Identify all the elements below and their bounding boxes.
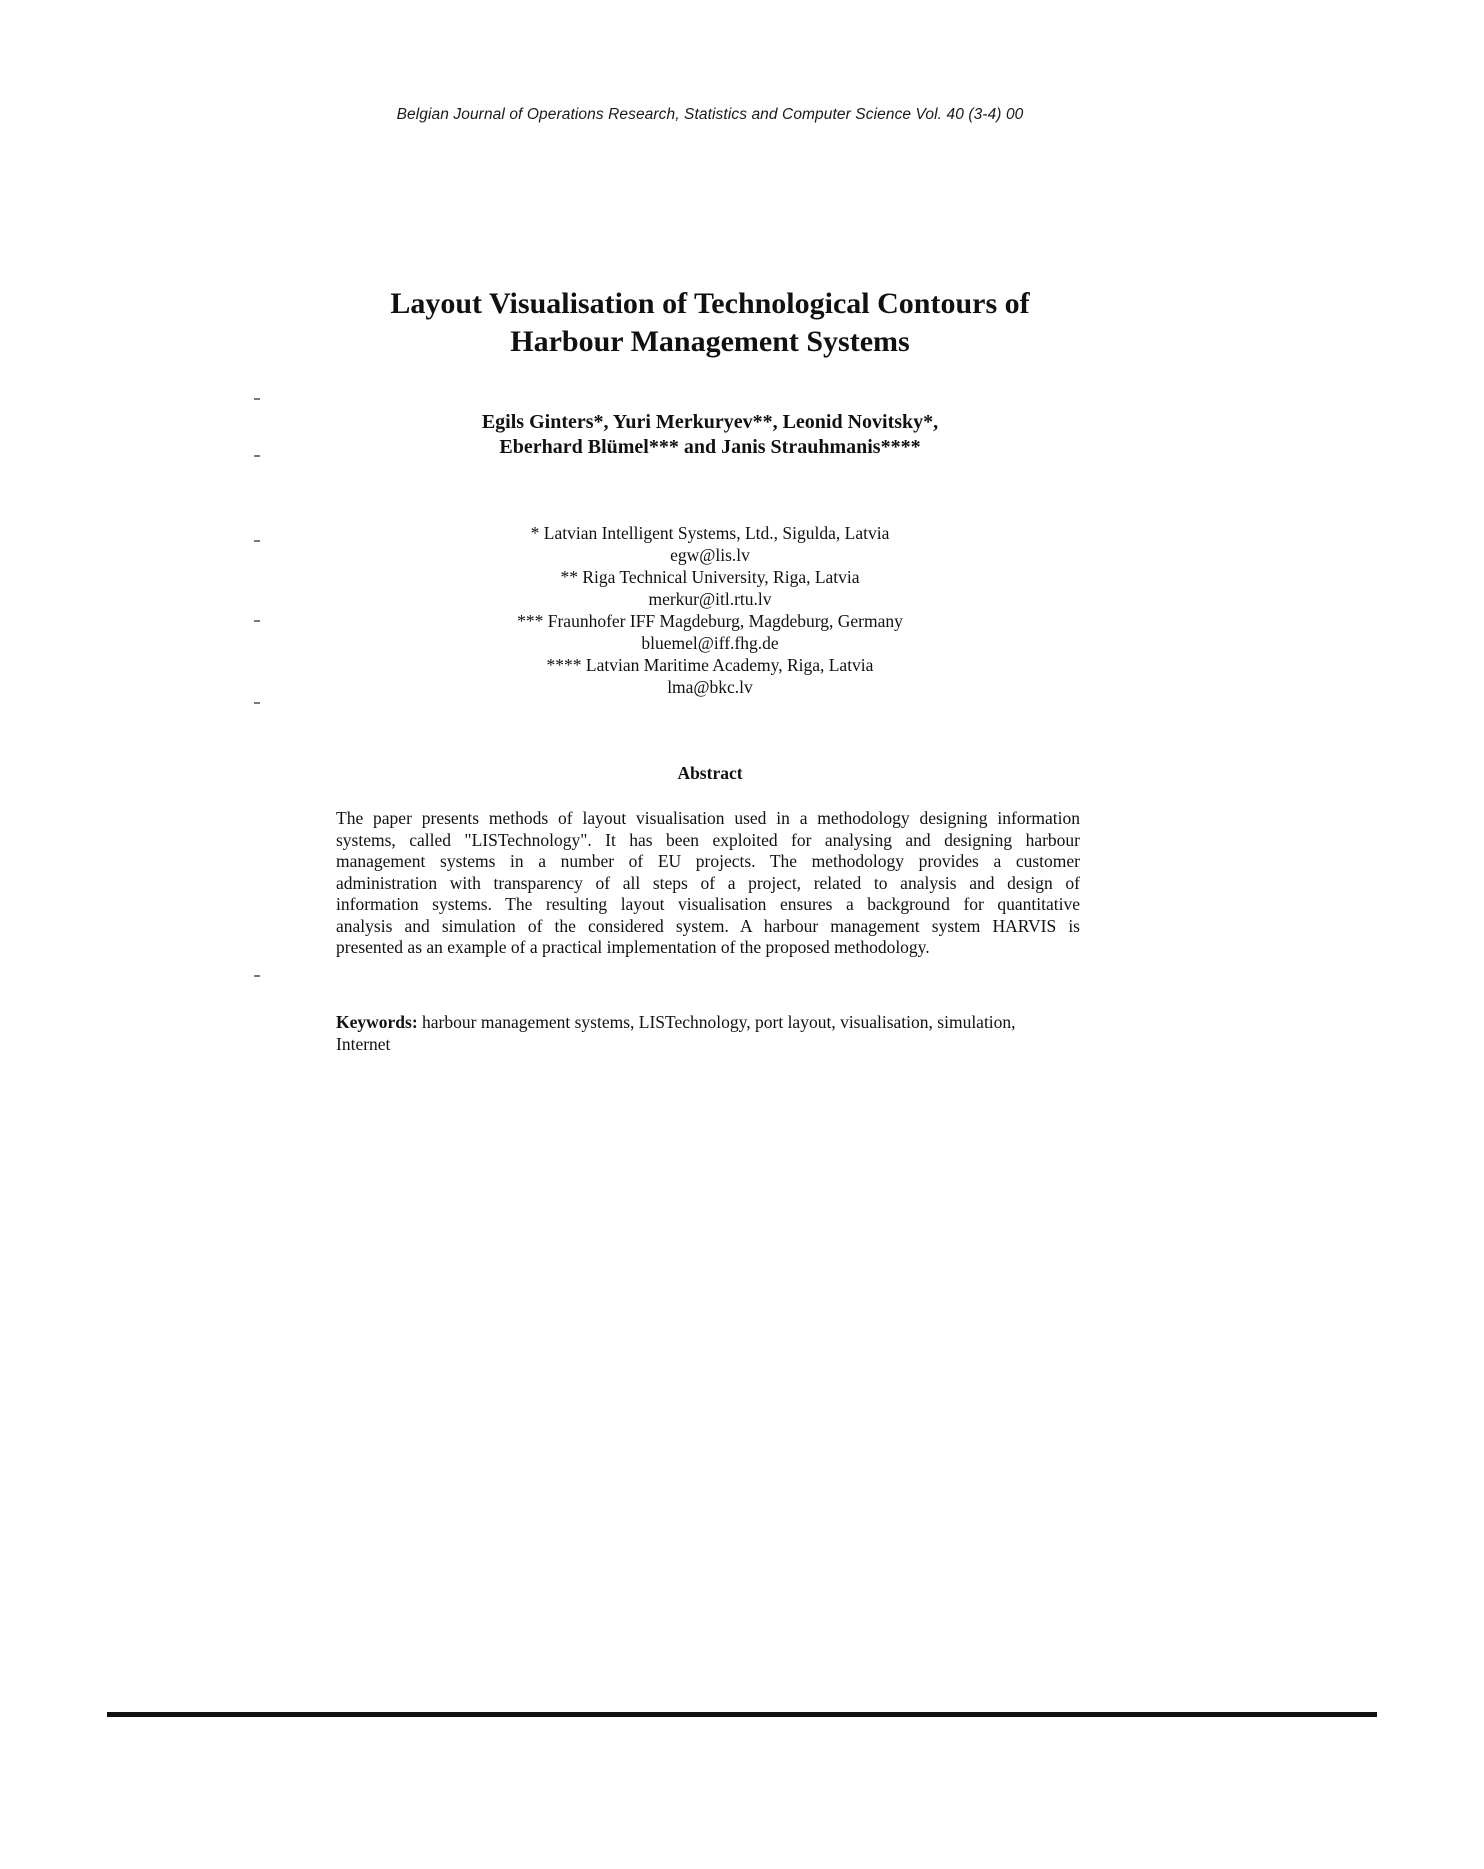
- scan-speck: [254, 455, 260, 457]
- keywords-label: Keywords:: [336, 1012, 418, 1032]
- affiliation-line: *** Fraunhofer IFF Magdeburg, Magdeburg, Germany: [517, 611, 903, 631]
- scan-speck: [254, 620, 260, 622]
- abstract-line: information systems. The resulting layout visualisation ensures a background for quantitative: [336, 894, 1080, 914]
- author-list: [0, 410, 1420, 460]
- journal-header: Belgian Journal of Operations Research, Statistics and Computer Science Vol. 40 (3-4) 00: [396, 106, 1024, 123]
- abstract-heading: Abstract: [677, 763, 743, 783]
- affiliation-line: ** Riga Technical University, Riga, Latvia: [560, 567, 860, 587]
- abstract-line: analysis and simulation of the considered system. A harbour management system HARVIS is: [336, 915, 1080, 936]
- keywords-block: [336, 1012, 1080, 1055]
- scan-speck: [254, 702, 260, 704]
- affiliation-email: bluemel@iff.fhg.de: [641, 633, 779, 653]
- abstract-line: administration with transparency of all steps of a project, related to analysis and design of: [336, 872, 1080, 893]
- affiliation-email: lma@bkc.lv: [667, 677, 753, 697]
- scan-speck: [254, 540, 260, 542]
- abstract-line: management systems in a number of EU projects. The methodology provides a customer: [336, 851, 1080, 871]
- author-line-1: Egils Ginters*, Yuri Merkuryev**, Leonid Novitsky*,: [481, 411, 939, 433]
- scan-speck: [254, 398, 260, 400]
- paper-title-line-2: Harbour Management Systems: [510, 325, 910, 358]
- paper-title-line-1: Layout Visualisation of Technological Contours of: [390, 287, 1030, 320]
- affiliation-email: merkur@itl.rtu.lv: [648, 589, 772, 609]
- footer-rule: [107, 1712, 1377, 1717]
- abstract-body: [336, 808, 1080, 959]
- affiliation-email: egw@lis.lv: [670, 545, 750, 565]
- abstract-line: The paper presents methods of layout visualisation used in a methodology designing information: [336, 808, 1080, 828]
- scan-speck: [254, 975, 260, 977]
- keywords-line-2: Internet: [336, 1033, 391, 1054]
- author-line-2: Eberhard Blümel*** and Janis Strauhmanis****: [499, 436, 921, 458]
- affiliation-line: **** Latvian Maritime Academy, Riga, Latvia: [546, 655, 874, 675]
- keywords-text: harbour management systems, LISTechnology, port layout, visualisation, simulation,: [422, 1012, 1016, 1032]
- abstract-line: systems, called "LISTechnology". It has been exploited for analysing and designing harbour: [336, 829, 1080, 850]
- paper-title: [0, 285, 1420, 361]
- affiliation-list: [0, 522, 1420, 698]
- keywords-line-1: [336, 1012, 1080, 1034]
- affiliation-line: * Latvian Intelligent Systems, Ltd., Sigulda, Latvia: [530, 523, 890, 543]
- abstract-line: presented as an example of a practical implementation of the proposed methodology.: [336, 937, 930, 957]
